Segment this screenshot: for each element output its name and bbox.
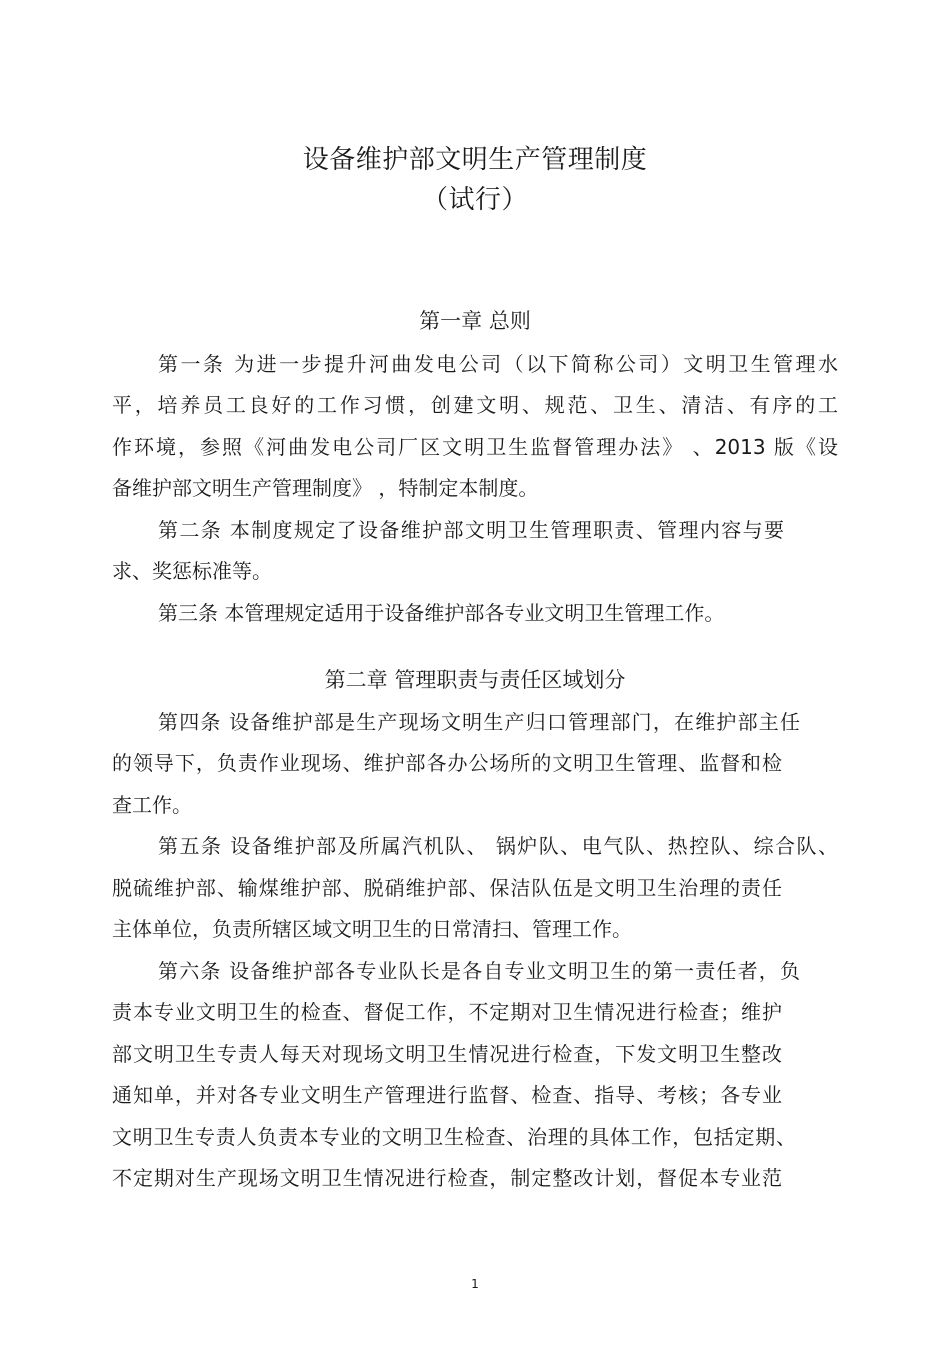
- paragraph-line: 查工作。: [112, 793, 192, 817]
- paragraph-line: 第二条 本制度规定了设备维护部文明卫生管理职责、管理内容与要: [158, 518, 784, 542]
- paragraph-line: 不定期对生产现场文明卫生情况进行检查，制定整改计划，督促本专业范: [112, 1166, 782, 1190]
- paragraph-line: 第一条 为进一步提升河曲发电公司（以下简称公司）文明卫生管理水: [158, 352, 838, 376]
- paragraph-line: 通知单，并对各专业文明生产管理进行监督、检查、指导、考核；各专业: [112, 1083, 782, 1107]
- paragraph-line: 作环境，参照《河曲发电公司厂区文明卫生监督管理办法》 、2013 版《设: [112, 435, 838, 459]
- paragraph-line: 求、奖惩标准等。: [112, 559, 272, 583]
- paragraph-line: 部文明卫生专责人每天对现场文明卫生情况进行检查，下发文明卫生整改: [112, 1042, 782, 1066]
- paragraph-line: 主体单位，负责所辖区域文明卫生的日常清扫、管理工作。: [112, 917, 632, 941]
- document-subtitle: （试行）: [421, 185, 528, 215]
- paragraph-line: 第三条 本管理规定适用于设备维护部各专业文明卫生管理工作。: [158, 601, 725, 625]
- paragraph-line: 文明卫生专责人负责本专业的文明卫生检查、治理的具体工作，包括定期、: [112, 1125, 796, 1149]
- paragraph-line: 第五条 设备维护部及所属汽机队、 锅炉队、电气队、热控队、综合队、: [158, 834, 838, 858]
- document-title: 设备维护部文明生产管理制度: [302, 145, 648, 175]
- paragraph-line: 的领导下，负责作业现场、维护部各办公场所的文明卫生管理、监督和检: [112, 751, 782, 775]
- paragraph-line: 脱硫维护部、输煤维护部、脱硝维护部、保洁队伍是文明卫生治理的责任: [112, 876, 782, 900]
- paragraph-line: 第四条 设备维护部是生产现场文明生产归口管理部门，在维护部主任: [158, 710, 800, 734]
- paragraph-line: 第六条 设备维护部各专业队长是各自专业文明卫生的第一责任者，负: [158, 959, 800, 983]
- page-number: 1: [471, 1277, 479, 1291]
- chapter-heading: 第一章 总则: [419, 309, 531, 333]
- chapter-heading: 第二章 管理职责与责任区域划分: [324, 668, 626, 692]
- paragraph-line: 备维护部文明生产管理制度》 ，特制定本制度。: [112, 476, 539, 500]
- paragraph-line: 平，培养员工良好的工作习惯，创建文明、规范、卫生、清洁、有序的工: [112, 393, 838, 417]
- paragraph-line: 责本专业文明卫生的检查、督促工作，不定期对卫生情况进行检查；维护: [112, 1000, 782, 1024]
